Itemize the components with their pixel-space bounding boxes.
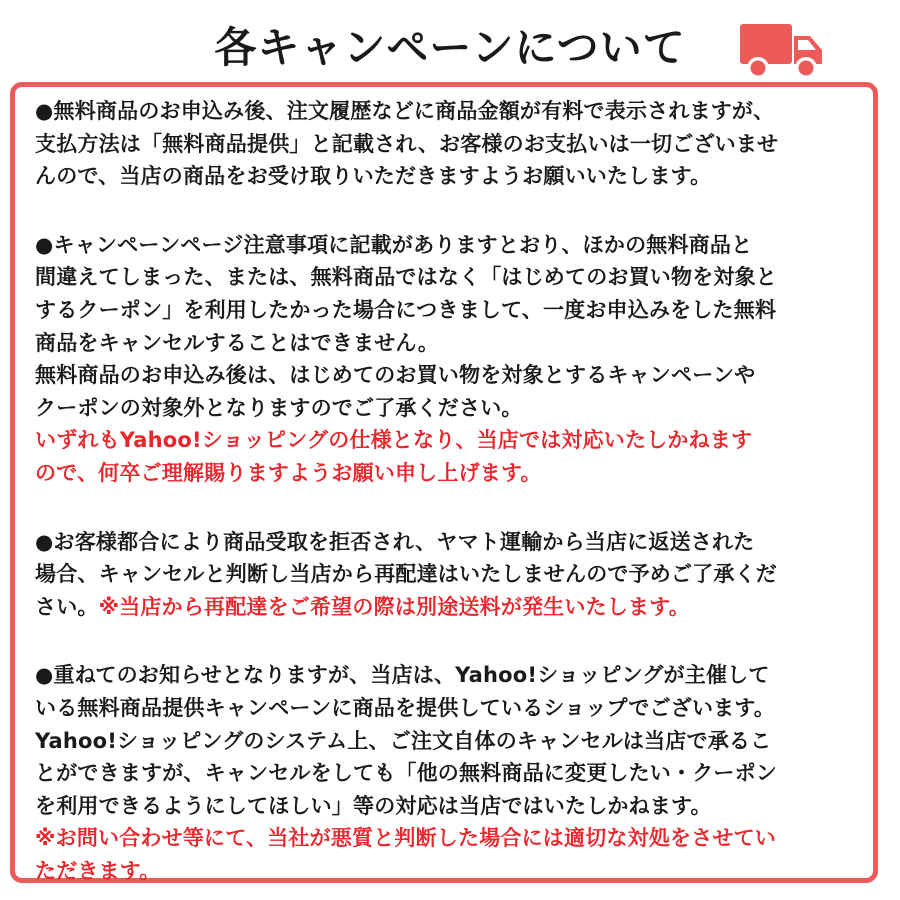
warning-line: ※お問い合わせ等にて、当社が悪質と判断した場合には適切な対処をさせてい [35,826,776,851]
page-title: 各キャンペーンについて [214,23,686,72]
paragraph-free-item-payment [35,95,880,193]
warning-line: いずれもYahoo!ショッピングの仕様となり、当店では対応いたしかねます [35,428,753,453]
redelivery-warning: ※当店から再配達をご希望の際は別途送料が発生いたします。 [98,594,690,619]
paragraph-no-cancellation [35,229,880,490]
warning-line: ただきます。 [35,858,161,883]
text-line: ●重ねてのお知らせとなりますが、当店は、Yahoo!ショッピングが主催して [35,663,770,688]
paragraph-refused-delivery [35,526,880,624]
text-line: 無料商品のお申込み後は、はじめてのお買い物を対象とするキャンペーンや [35,363,756,388]
header [0,16,900,82]
text-line: 支払方法は「無料商品提供」と記載され、お客様のお支払いは一切ございませ [35,131,779,156]
text-line: んので、当店の商品をお受け取りいただきますようお願いいたします。 [35,164,712,189]
notice-frame [10,82,878,883]
warning-line: ので、何卒ご理解賜りますようお願い申し上げます。 [35,460,542,485]
delivery-truck-icon [738,18,826,84]
text-line: いる無料商品提供キャンペーンに商品を提供しているショップでございます。 [35,695,776,720]
text-line: とができますが、キャンセルをしても「他の無料商品に変更したい・クーポン [35,761,777,786]
text-line: を利用できるようにしてほしい」等の対応は当店ではいたしかねます。 [35,793,712,818]
text-line [35,591,880,624]
text-line: Yahoo!ショッピングのシステム上、ご注文自体のキャンセルは当店で承るこ [35,728,772,753]
text-line: ●お客様都合により商品受取を拒否され、ヤマト運輸から当店に返送された [35,529,755,554]
text-line: クーポンの対象外となりますのでご了承ください。 [35,395,523,420]
text-line: 商品をキャンセルすることはできません。 [35,330,440,355]
text-line: ●無料商品のお申込み後、注文履歴などに商品金額が有料で表示されますが、 [35,99,775,123]
notice-content [35,95,880,887]
text-line: するクーポン」を利用したかった場合につきまして、一度お申込みをした無料 [35,297,777,322]
text-line: 間違えてしまった、または、無料商品ではなく「はじめてのお買い物を対象と [35,265,777,290]
text-line: 場合、キャンセルと判断し当店から再配達はいたしませんので予めご了承くだ [35,562,777,587]
text-line-start: さい。 [35,594,99,619]
paragraph-campaign-notice [35,659,880,887]
text-line: ●キャンペーンページ注意事項に記載がありますとおり、ほかの無料商品と [35,232,753,257]
